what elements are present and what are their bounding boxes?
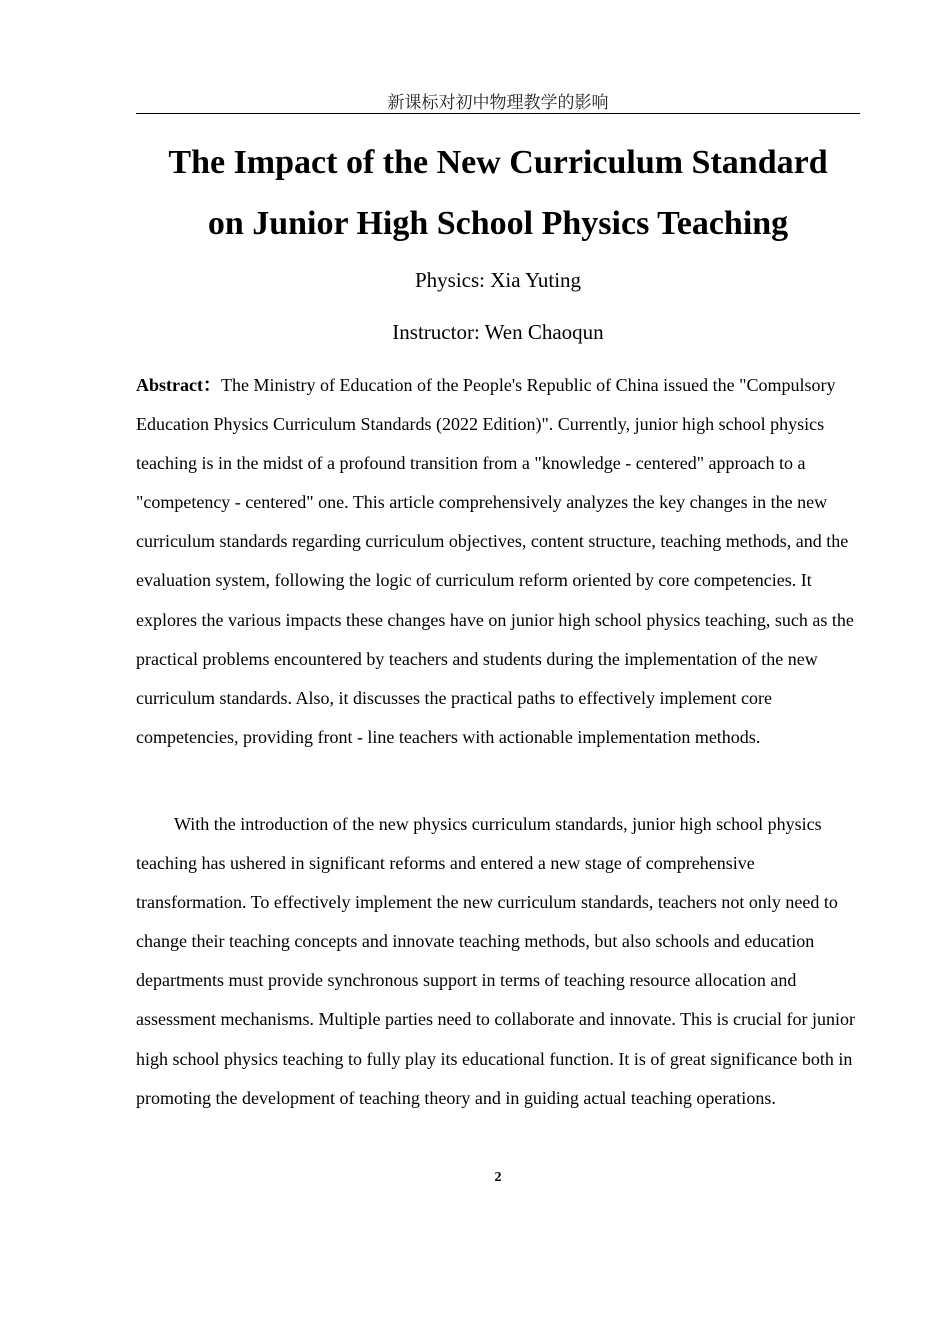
page-number: 2 [494,1170,502,1185]
body-paragraph: With the introduction of the new physics curriculum standards, junior high school physics teaching has ushered in significant reforms and entered a new stage of comprehensive transformation. To effectively implement the new curriculum standards, teachers not only need to change their teaching concepts and innovate teaching methods, but also schools and education departments must provide synchronous support in terms of teaching resource allocation and assessment mechanisms. Multiple parties need to collaborate and innovate. This is crucial for junior high school physics teaching to fully play its educational function. It is of great significance both in promoting the development of teaching theory and in guiding actual teaching operations. [136,814,855,1108]
author-line: Physics: Xia Yuting [414,268,582,292]
header-rule [136,113,860,114]
paper-title [136,132,860,254]
paper-title-line-2: on Junior High School Physics Teaching [207,205,789,242]
instructor-line: Instructor: Wen Chaoqun [392,320,604,344]
running-header: 新课标对初中物理教学的影响 [387,93,609,112]
abstract-text: The Ministry of Education of the People's Republic of China issued the "Compulsory Education Physics Curriculum Standards (2022 Edition)". Currently, junior high school physics teaching is in the midst of a profound transition from a "knowledge - centered" approach to a "competency - centered" one. This article comprehensively analyzes the key changes in the new curriculum standards regarding curriculum objectives, content structure, teaching methods, and the evaluation system, following the logic of curriculum reform oriented by core competencies. It explores the various impacts these changes have on junior high school physics teaching, such as the practical problems encountered by teachers and students during the implementation of the new curriculum standards. Also, it discusses the practical paths to effectively implement core competencies, providing front - line teachers with actionable implementation methods. [136,375,854,747]
abstract [136,366,860,757]
abstract-label: Abstract： [136,375,221,395]
paper-title-line-1: The Impact of the New Curriculum Standard [168,144,828,181]
